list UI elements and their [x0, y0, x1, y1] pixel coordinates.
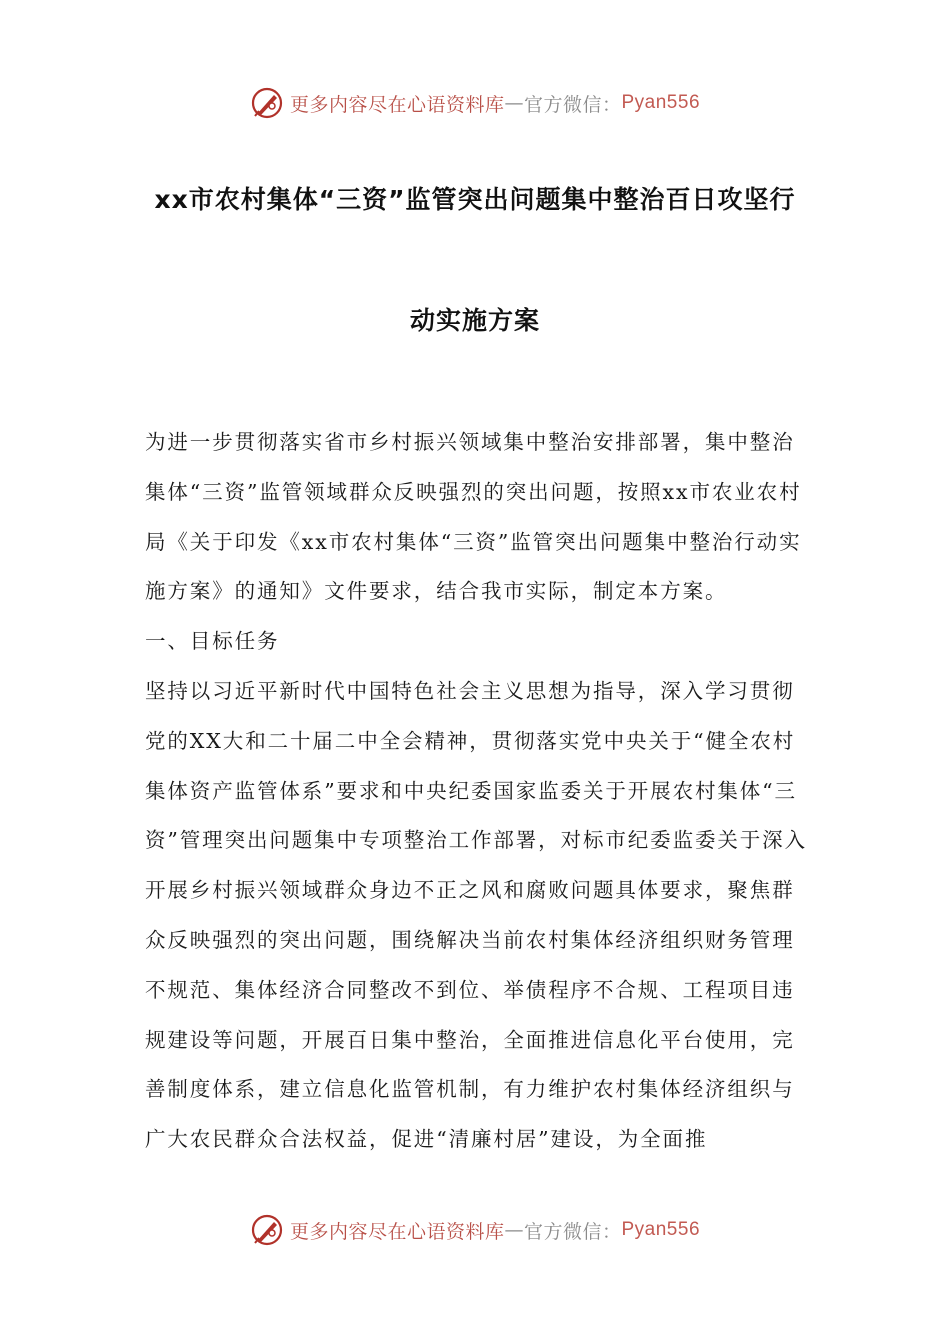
footer-watermark	[0, 1210, 950, 1250]
body-paragraph: 坚持以习近平新时代中国特色社会主义思想为指导，深入学习贯彻党的XX大和二十届二中全会精神，贯彻落实党中央关于“健全农村集体资产监管体系”要求和中央纪委国家监委关于开展农村集体“三资”管理突出问题集中专项整治工作部署，对标市纪委监委关于深入开展乡村振兴领域群众身边不正之风和腐败问题具体要求，聚焦群众反映强烈的突出问题，围绕解决当前农村集体经济组织财务管理不规范、集体经济合同整改不到位、举债程序不合规、工程项目违规建设等问题，开展百日集中整治，全面推进信息化平台使用，完善制度体系，建立信息化监管机制，有力维护农村集体经济组织与广大农民群众合法权益，促进“清廉村居”建设，为全面推	[145, 678, 807, 1152]
document-title-line-2: 动实施方案	[409, 306, 540, 335]
section-heading: 一、目标任务	[145, 629, 280, 654]
intro-paragraph: 为进一步贯彻落实省市乡村振兴领域集中整治安排部署，集中整治集体“三资”监管领域群众反映强烈的突出问题，按照xx市农业农村局《关于印发《xx市农村集体“三资”监管突出问题集中整治行动实施方案》的通知》文件要求，结合我市实际，制定本方案。	[145, 430, 802, 604]
watermark-text: 更多内容尽在心语资料库	[289, 93, 505, 116]
pen-logo-icon	[250, 86, 284, 120]
watermark-label: 官方微信：	[523, 1220, 622, 1243]
watermark-wechat-id: Pyan556	[621, 1219, 701, 1240]
watermark-label: 官方微信：	[523, 93, 622, 116]
header-watermark	[0, 83, 950, 123]
pen-logo-icon	[250, 1213, 284, 1247]
document-title-line-1: xx市农村集体“三资”监管突出问题集中整治百日攻坚行	[154, 185, 796, 214]
watermark-wechat-id: Pyan556	[621, 92, 701, 113]
watermark-text: 更多内容尽在心语资料库	[289, 1220, 505, 1243]
document-body	[145, 418, 810, 1165]
watermark-separator: —	[504, 92, 524, 114]
watermark-separator: —	[504, 1219, 524, 1241]
